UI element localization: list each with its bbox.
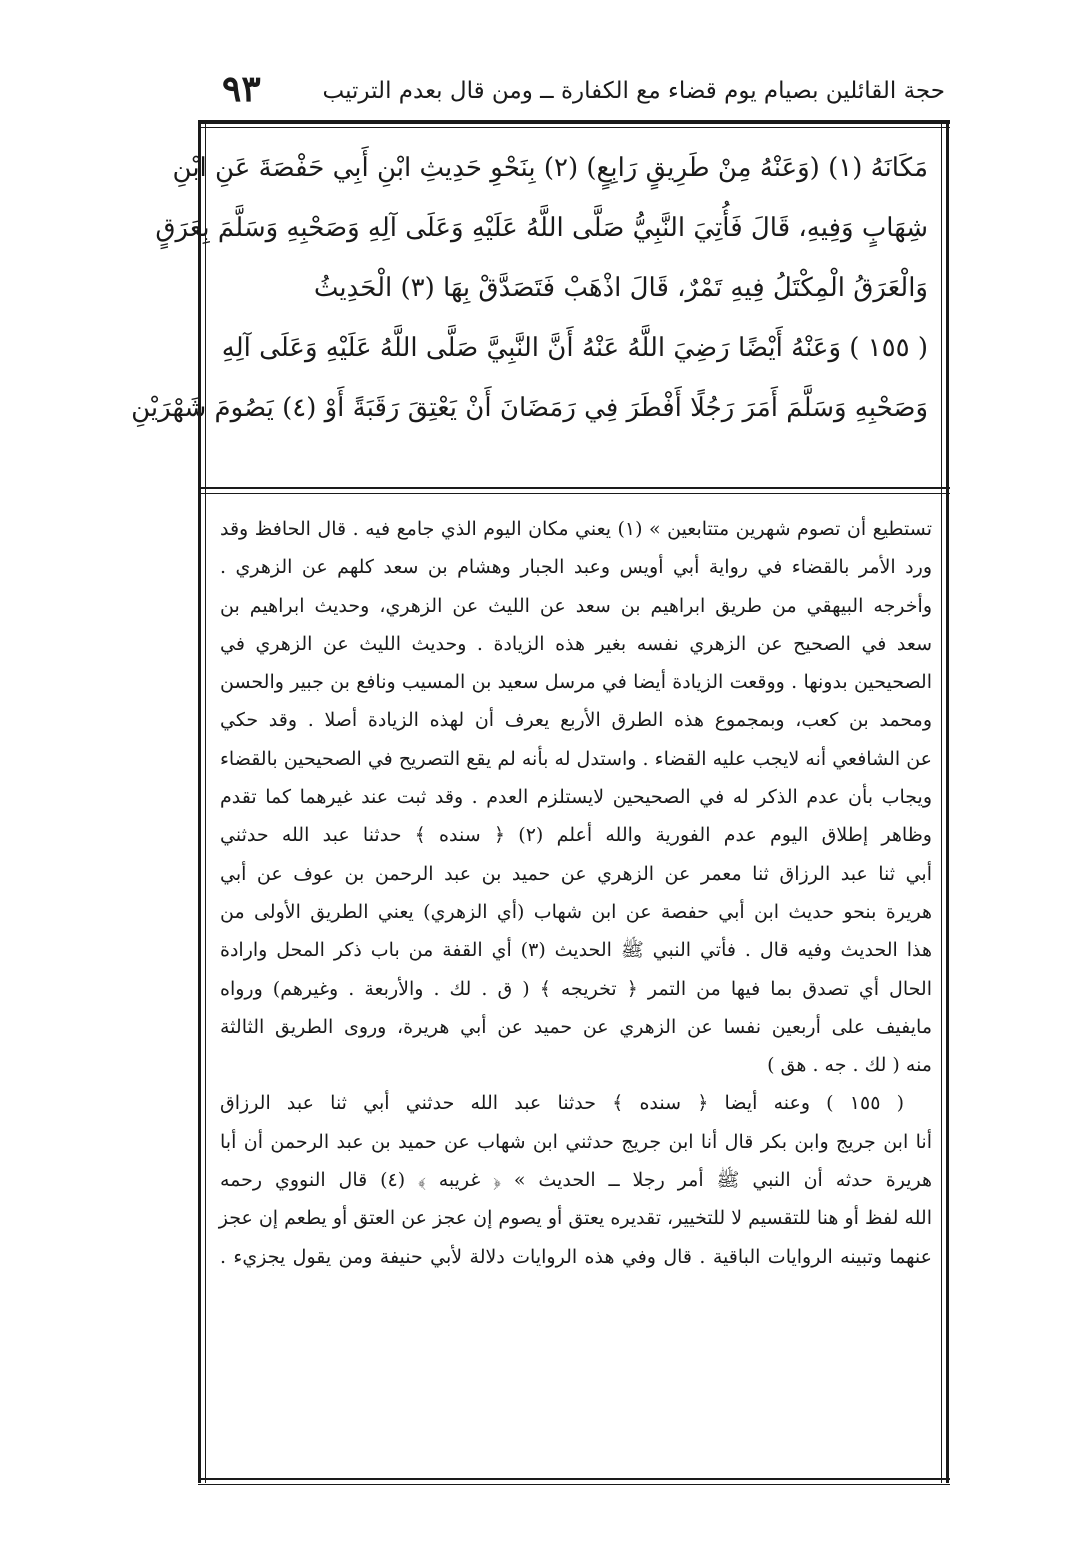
section-divider [198, 487, 950, 489]
commentary-line: هذا الحديث وفيه قال . فأتي النبي ﷺ الحديث (٣) أي القفة من باب ذكر المحل وارادة [220, 939, 932, 962]
left-border-thin [205, 120, 206, 1483]
commentary-line: ومحمد بن كعب، وبمجموع هذه الطرق الأربع يعرف أن لهذه الزيادة أصلا . وقد حكي [220, 709, 932, 732]
commentary-line: عنهما وتبينه الروايات الباقية . قال وفي هذه الروايات دلالة لأبي حنيفة ومن يقول يجزيء . [220, 1245, 932, 1268]
bottom-rule-thin [198, 1484, 950, 1485]
hadith-line: ( ١٥٥ ) وَعَنْهُ أَيْضًا رَضِيَ اللَّهُ عَنْهُ أَنَّ النَّبِيَّ صَلَّى اللَّهُ عَلَيْهِ وَعَلَى آلِهِ [221, 333, 928, 363]
hadith-line: شِهَابٍ وَفِيهِ، قَالَ فَأُتِيَ النَّبِيُّ صَلَّى اللَّهُ عَلَيْهِ وَعَلَى آلِهِ وَصَحْبِهِ وَسَلَّمَ بِعَرَقٍ [155, 213, 928, 243]
commentary-line: ورد الأمر بالقضاء في رواية أبي أويس وعبد الجبار وهشام بن سعد كلهم عن الزهري . [220, 556, 932, 579]
commentary-line: ( ١٥٥ ) وعنه أيضا ﴿ سنده ﴾ حدثنا عبد الله حدثني أبي ثنا عبد الرزاق [220, 1092, 905, 1115]
commentary-line: منه ( لك . جه . هق ) [767, 1054, 932, 1077]
commentary-line: أنا ابن جريج وابن بكر قال أنا ابن جريج حدثني ابن شهاب عن حميد بن عبد الرحمن أن أبا [220, 1130, 932, 1153]
hadith-text [131, 138, 928, 438]
commentary-line: سعد في الصحيح عن الزهري نفسه بغير هذه الزيادة . وحديث الليث عن الزهري في [220, 632, 932, 655]
right-border [946, 120, 949, 1483]
top-rule-thin [198, 127, 950, 128]
commentary-text [220, 510, 932, 1276]
commentary-line: وظاهر إطلاق اليوم عدم الفورية والله أعلم (٢) ﴿ سنده ﴾ حدثنا عبد الله حدثني [220, 824, 932, 847]
top-rule [198, 120, 950, 124]
commentary-line: هريرة حدثه أن النبي ﷺ أمر رجلا ــ الحديث » ﴿ غريبه ﴾ (٤) قال النووي رحمه [220, 1169, 933, 1192]
left-border [198, 120, 201, 1483]
hadith-line: وَصَحْبِهِ وَسَلَّمَ أَمَرَ رَجُلًا أَفْطَرَ فِي رَمَضَانَ أَنْ يَعْتِقَ رَقَبَةً أَوْ (٤) يَصُومَ شَهْرَيْنِ [131, 393, 928, 423]
commentary-line: الحال أي تصدق بما فيها من التمر ﴿ تخريجه ﴾ ( ق . لك . والأربعة . وغيرهم) ورواه [220, 977, 932, 1000]
section-divider-thin [198, 493, 950, 494]
commentary-line: عن الشافعي أنه لايجب عليه القضاء . واستدل له بأنه لم يقع التصريح في الصحيحين بالقضاء [220, 747, 932, 770]
right-border-thin [941, 120, 942, 1483]
page-number: ٩٣ [222, 68, 261, 110]
running-head: حجة القائلين بصيام يوم قضاء مع الكفارة ــ ومن قال بعدم الترتيب [322, 78, 945, 104]
commentary-line: أبي ثنا عبد الرزاق ثنا معمر عن الزهري عن حميد بن عبد الرحمن بن عوف عن أبي [220, 862, 932, 885]
commentary-line: ويجاب بأن عدم الذكر له في الصحيحين لايستلزم العدم . وقد ثبت عند غيرهما كما تقدم [220, 786, 932, 809]
page-header [200, 68, 945, 116]
hadith-line: مَكَانَهُ (١) (وَعَنْهُ مِنْ طَرِيقٍ رَابِعٍ) (٢) بِنَحْوِ حَدِيثِ ابْنِ أَبِي حَفْصَةَ عَنِ ابْنِ [172, 153, 928, 183]
hadith-line: وَالْعَرَقُ الْمِكْتَلُ فِيهِ تَمْرٌ، قَالَ اذْهَبْ فَتَصَدَّقْ بِهَا (٣) الْحَدِيثُ [313, 273, 928, 303]
commentary-line: وأخرجه البيهقي من طريق ابراهيم بن سعد عن الليث عن الزهري، وحديث ابراهيم بن [220, 594, 932, 617]
commentary-line: الصحيحين بدونها . ووقعت الزيادة أيضا في مرسل سعيد بن المسيب ونافع بن جبير والحسن [220, 671, 932, 694]
commentary-line: مايفيف على أربعين نفسا عن الزهري عن حميد عن أبي هريرة، وروى الطريق الثالثة [220, 1015, 932, 1038]
commentary-line: هريرة بنحو حديث ابن أبي حفصة عن ابن شهاب (أي الزهري) يعني الطريق الأولى من [220, 900, 932, 923]
commentary-line: الله لفظ أو هنا للتقسيم لا للتخيير، تقديره يعتق أو يصوم إن عجز عن العتق أو يطعم إن عجز [218, 1207, 932, 1230]
commentary-line: تستطيع أن تصوم شهرين متتابعين » (١) يعني مكان اليوم الذي جامع فيه . قال الحافظ وقد [220, 518, 932, 540]
bottom-rule [198, 1478, 950, 1480]
